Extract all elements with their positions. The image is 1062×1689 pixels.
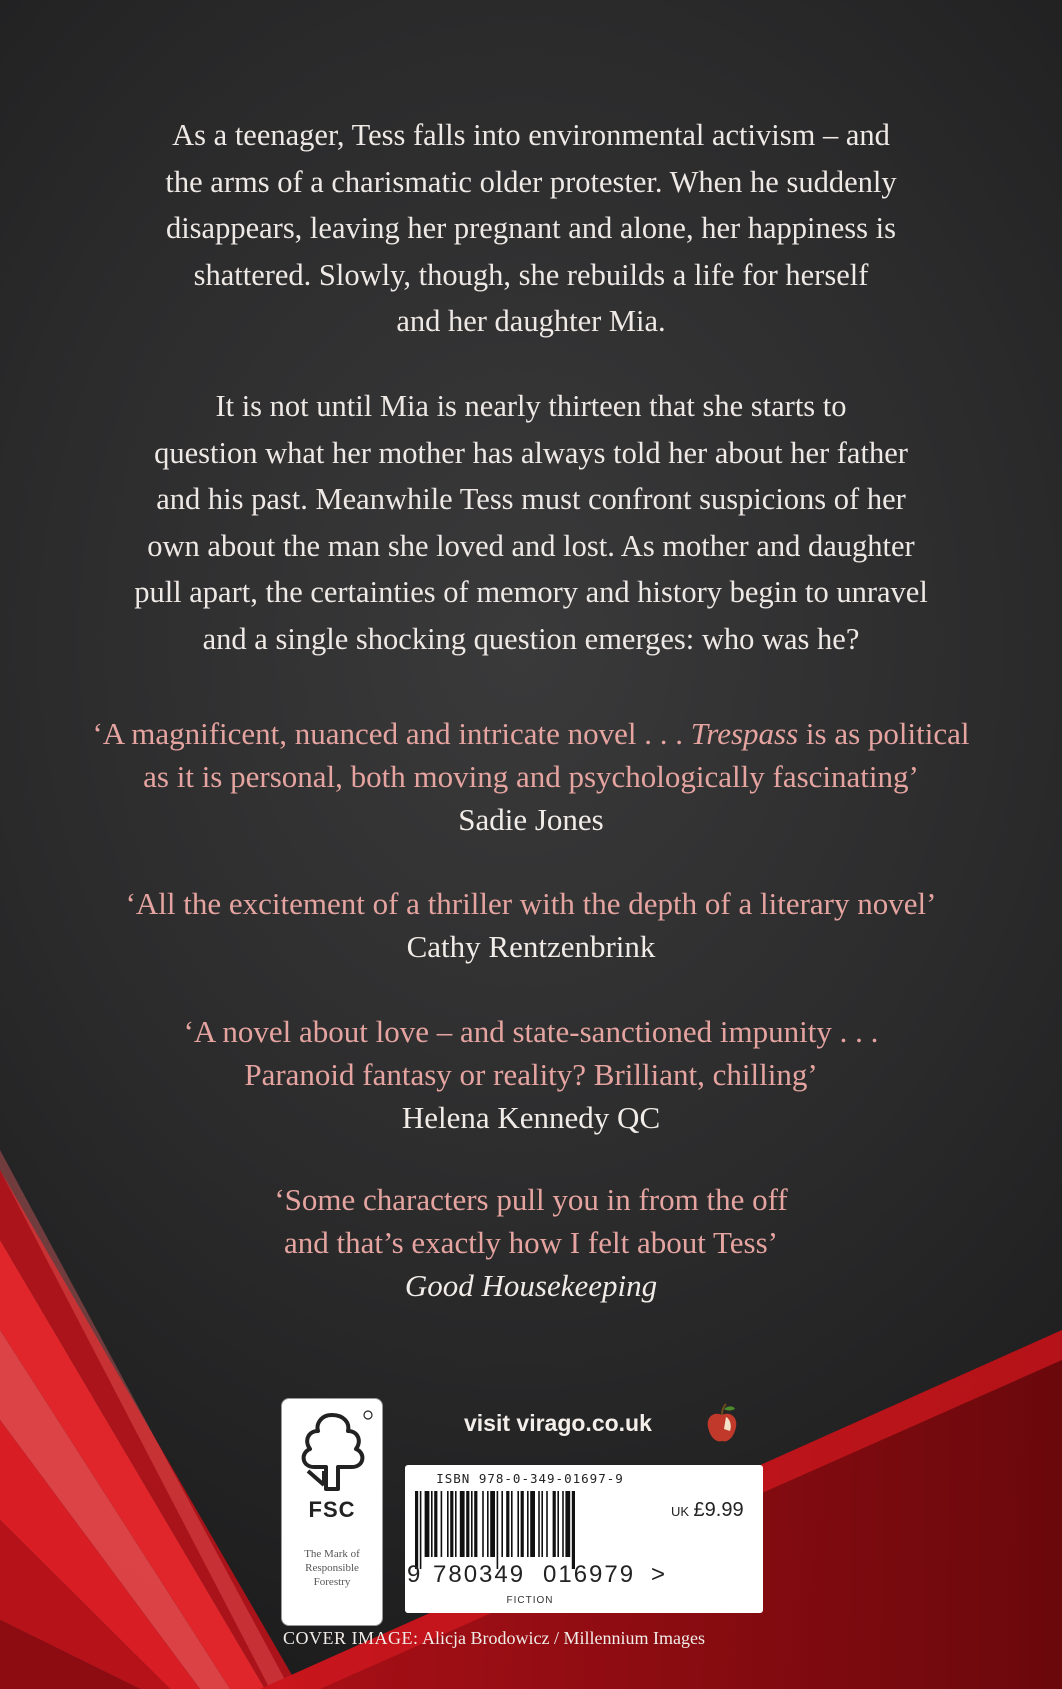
barcode-bar bbox=[541, 1491, 543, 1557]
blurb-line: and his past. Meanwhile Tess must confront suspicions of her bbox=[156, 482, 906, 516]
blurb-line: the arms of a charismatic older protester. When he suddenly bbox=[165, 164, 897, 199]
review-quote-helena-kennedy bbox=[40, 1010, 1022, 1139]
blurb-line: and her daughter Mia. bbox=[396, 304, 666, 338]
review-quote-good-housekeeping bbox=[40, 1178, 1022, 1307]
barcode-bar bbox=[441, 1491, 443, 1557]
isbn-barcode bbox=[405, 1465, 763, 1613]
quote-text: is as political bbox=[798, 716, 970, 751]
barcode-bar bbox=[425, 1491, 430, 1557]
barcode-bar bbox=[482, 1491, 484, 1557]
barcode-bar bbox=[572, 1491, 575, 1569]
blurb-line: shattered. Slowly, though, she rebuilds a life for herself bbox=[193, 257, 869, 292]
barcode-bar bbox=[420, 1491, 422, 1569]
barcode-bar bbox=[466, 1491, 469, 1557]
barcode-bar bbox=[538, 1491, 540, 1557]
barcode-bar bbox=[557, 1491, 559, 1557]
barcode-bar bbox=[546, 1491, 548, 1557]
price-label bbox=[671, 1499, 744, 1522]
credit-text: Alicja Brodowicz / Millennium Images bbox=[418, 1628, 705, 1648]
barcode-bar bbox=[553, 1491, 556, 1557]
quote-source: Helena Kennedy QC bbox=[401, 1100, 661, 1135]
barcode-bar bbox=[521, 1491, 524, 1557]
barcode-bar bbox=[487, 1491, 489, 1557]
quote-line: ‘A novel about love – and state-sanctioned impunity . . . bbox=[183, 1014, 879, 1049]
blurb-line: It is not until Mia is nearly thirteen that she starts to bbox=[215, 389, 847, 423]
barcode-bar bbox=[527, 1491, 529, 1557]
barcode-bar bbox=[562, 1491, 564, 1557]
barcode-digit-end: > bbox=[651, 1561, 666, 1588]
fsc-tagline: The Mark of Responsible Forestry bbox=[304, 1548, 360, 1588]
book-category: FICTION bbox=[506, 1595, 554, 1606]
barcode-bar bbox=[511, 1491, 513, 1557]
blurb-line: pull apart, the certainties of memory and history begin to unravel bbox=[134, 575, 928, 609]
blurb-paragraph-2 bbox=[60, 383, 1002, 662]
quote-line: and that’s exactly how I felt about Tess’ bbox=[284, 1225, 778, 1260]
quote-text: ‘A magnificent, nuanced and intricate novel . . . bbox=[92, 716, 691, 751]
blurb-line: question what her mother has always told her about her father bbox=[154, 435, 908, 470]
blurb-paragraph-1 bbox=[60, 112, 1002, 345]
blurb-line: and a single shocking question emerges: who was he? bbox=[202, 621, 860, 656]
quote-source: Cathy Rentzenbrink bbox=[406, 929, 656, 964]
price-currency: UK bbox=[671, 1504, 690, 1519]
barcode-bar bbox=[497, 1491, 499, 1569]
fsc-label: FSC bbox=[308, 1497, 356, 1522]
cover-image-credit bbox=[283, 1628, 705, 1649]
review-quote-cathy-rentzenbrink bbox=[40, 882, 1022, 968]
barcode-bar bbox=[517, 1491, 519, 1557]
barcode-bar bbox=[471, 1491, 473, 1557]
barcode-digits-right: 016979 bbox=[543, 1561, 636, 1588]
barcode-bar bbox=[565, 1491, 570, 1557]
barcode-digit-first: 9 bbox=[407, 1561, 421, 1588]
quote-source: Sadie Jones bbox=[458, 802, 604, 837]
barcode-bar bbox=[490, 1491, 495, 1557]
barcode-bar bbox=[501, 1491, 503, 1557]
quote-line: as it is personal, both moving and psychologically fascinating’ bbox=[143, 759, 919, 794]
quote-line bbox=[40, 712, 1022, 755]
barcode-bar bbox=[434, 1491, 437, 1557]
book-title: Trespass bbox=[690, 716, 799, 751]
barcode-bar bbox=[431, 1491, 433, 1557]
barcode-bars bbox=[413, 1491, 653, 1569]
barcode-bar bbox=[530, 1491, 535, 1557]
barcode-bar bbox=[474, 1491, 477, 1557]
quote-source: Good Housekeeping bbox=[404, 1268, 658, 1303]
barcode-bar bbox=[447, 1491, 449, 1557]
isbn-number: ISBN 978-0-349-01697-9 bbox=[436, 1471, 624, 1486]
quote-line: Paranoid fantasy or reality? Brilliant, chilling’ bbox=[244, 1057, 818, 1092]
fsc-logo bbox=[281, 1398, 383, 1626]
barcode-bar bbox=[450, 1491, 453, 1557]
publisher-website[interactable]: visit virago.co.uk bbox=[464, 1410, 652, 1436]
barcode-bar bbox=[460, 1491, 465, 1557]
blurb-line: own about the man she loved and lost. As mother and daughter bbox=[147, 528, 915, 563]
apple-logo-icon bbox=[704, 1403, 740, 1445]
barcode-digits-left: 780349 bbox=[433, 1561, 526, 1588]
credit-label: COVER IMAGE: bbox=[283, 1628, 419, 1648]
quote-line: ‘Some characters pull you in from the off bbox=[274, 1182, 788, 1217]
blurb-line: disappears, leaving her pregnant and alone, her happiness is bbox=[165, 211, 897, 245]
price-amount: £9.99 bbox=[693, 1499, 744, 1521]
blurb-line: As a teenager, Tess falls into environmental activism – and bbox=[172, 118, 890, 152]
fsc-tree-icon bbox=[290, 1409, 374, 1495]
barcode-bar bbox=[415, 1491, 418, 1569]
review-quote-sadie-jones bbox=[40, 712, 1022, 841]
barcode-bar bbox=[455, 1491, 457, 1557]
quote-line: ‘All the excitement of a thriller with the depth of a literary novel’ bbox=[125, 886, 937, 921]
barcode-bar bbox=[506, 1491, 509, 1557]
